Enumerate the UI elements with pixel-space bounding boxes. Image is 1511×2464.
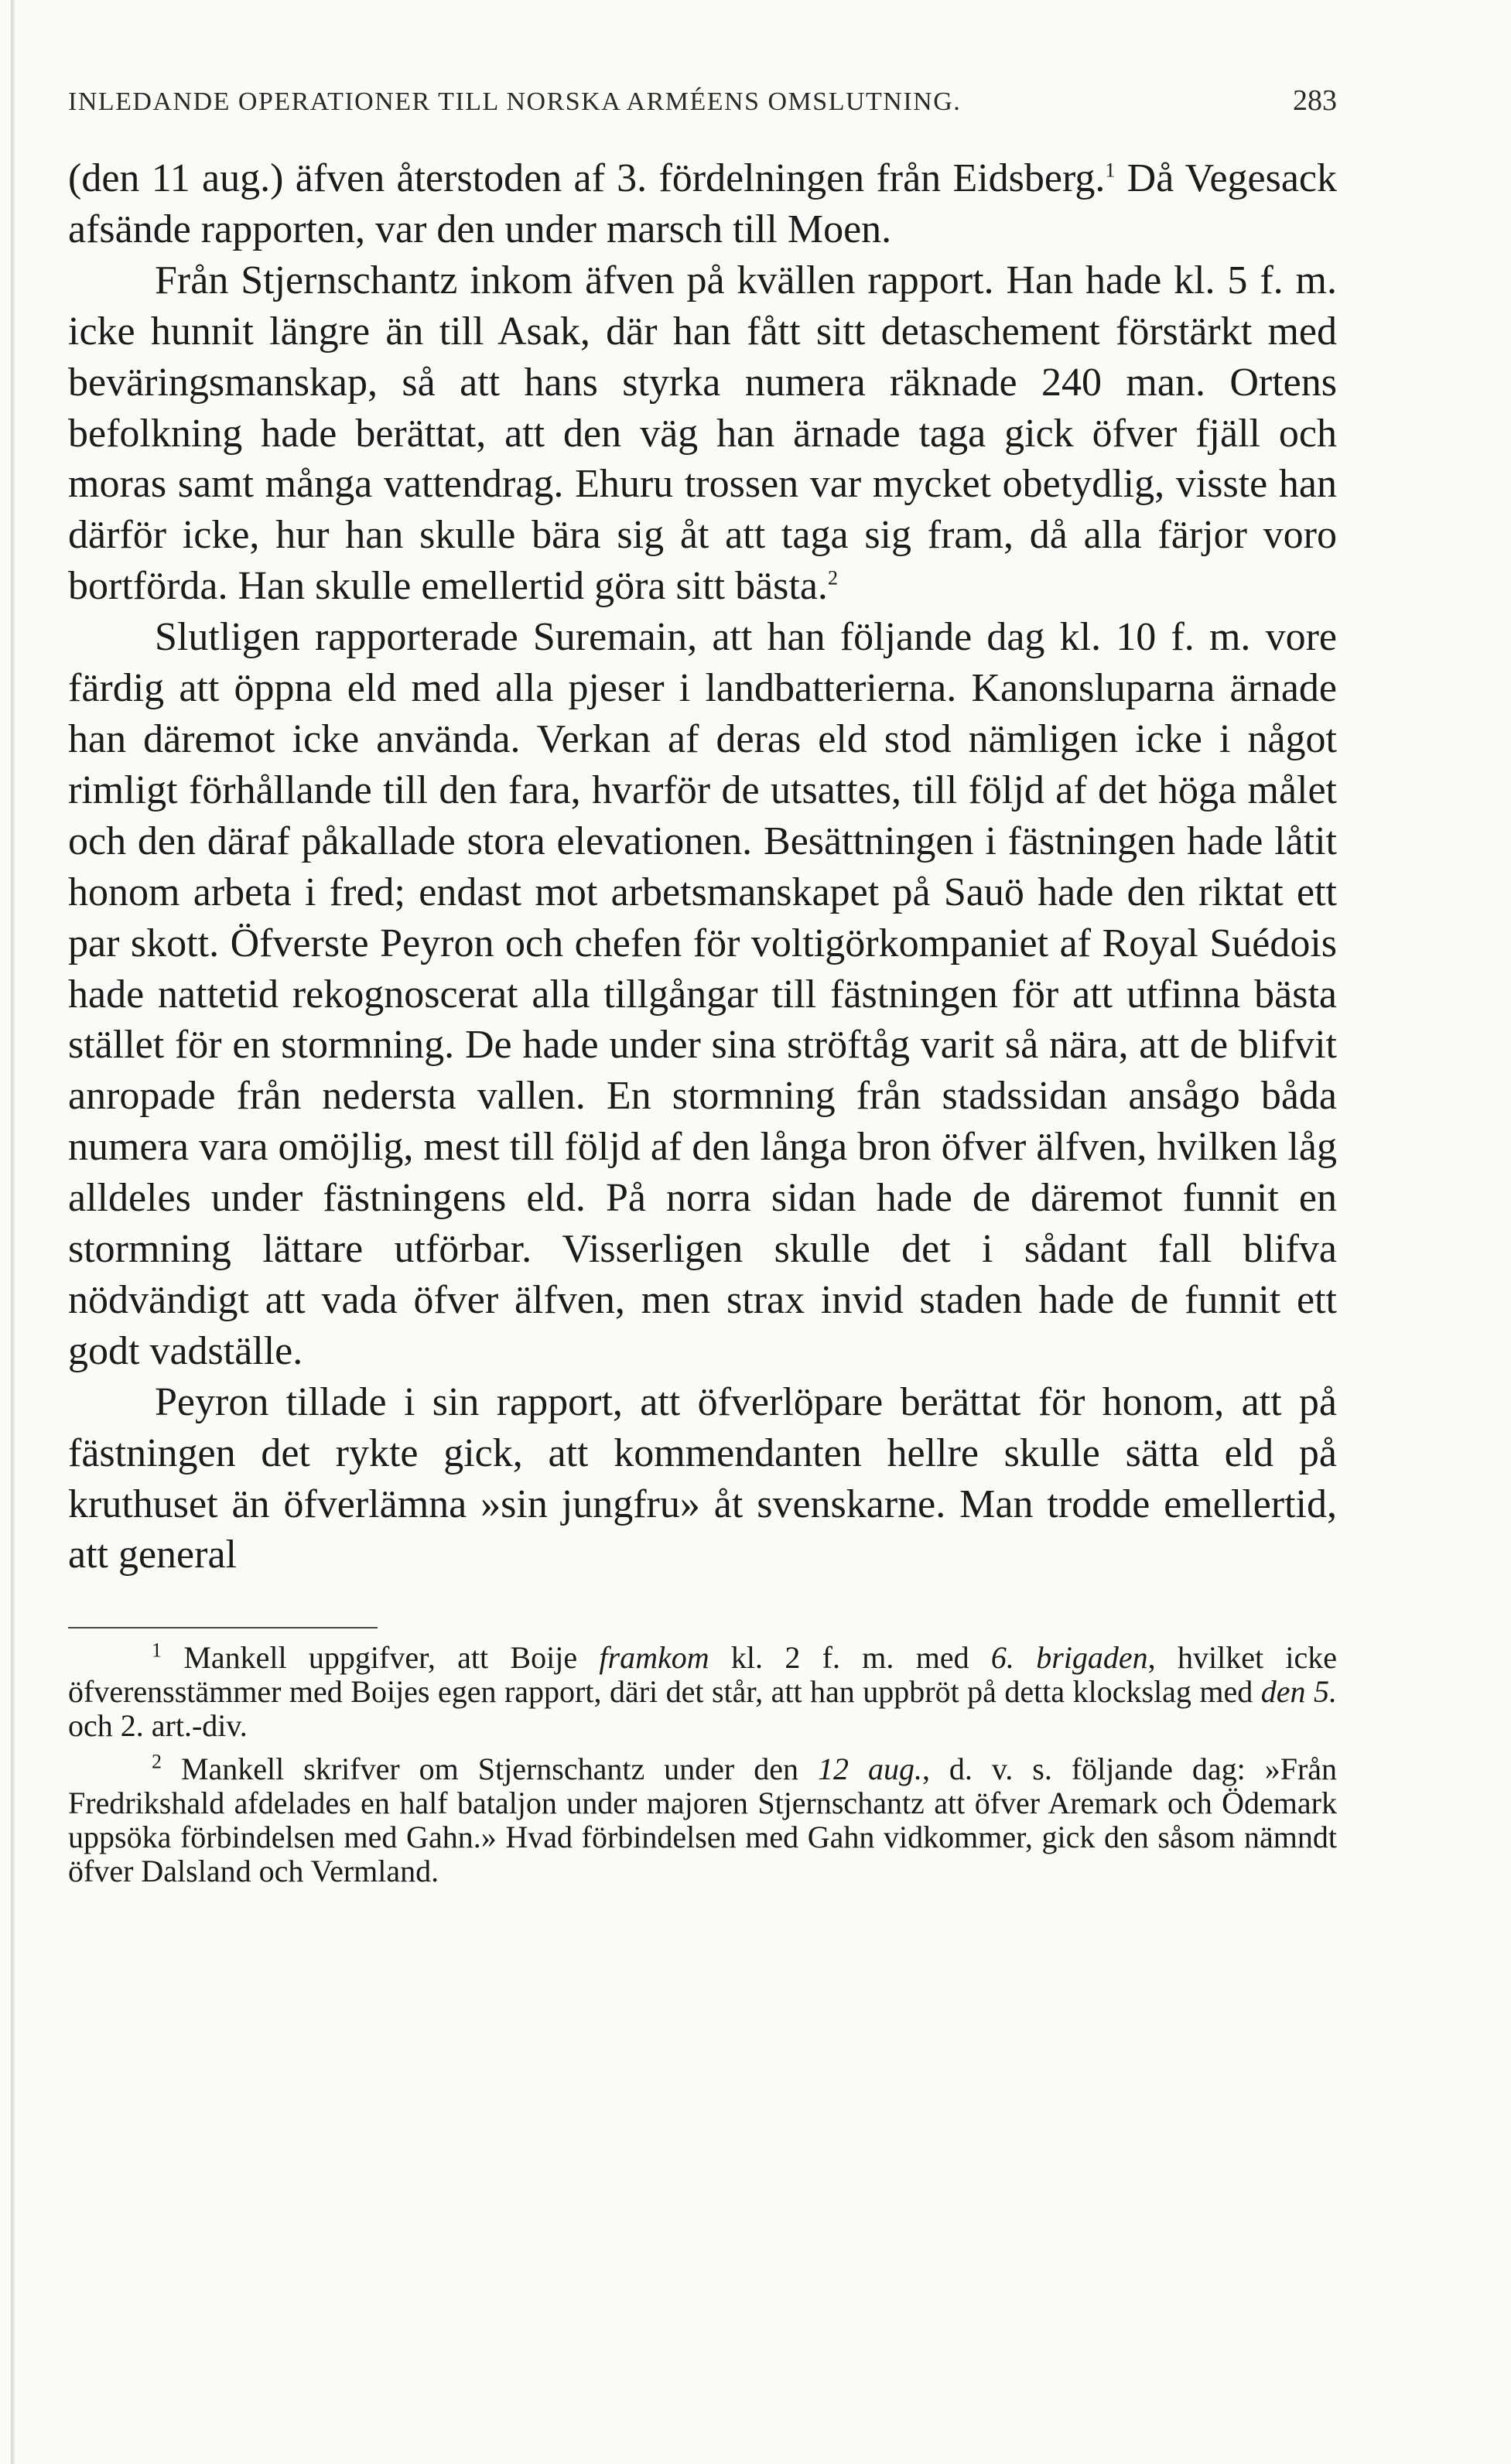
paragraph-4: Peyron tillade i sin rapport, att öfverlöpare berättat för honom, att på fästningen det rykte gick, att kommendanten hellre skulle sätta eld på kruthuset än öfverlämna »sin jungfru» åt svenskarne. Man trodde emellertid, att general xyxy=(68,1379,1337,1577)
paragraph-1 xyxy=(68,153,1337,255)
running-title: INLEDANDE OPERATIONER TILL NORSKA ARMÉENS OMSLUTNING. xyxy=(68,87,962,116)
footnote-2-mark: 2 xyxy=(152,1751,162,1774)
book-page xyxy=(68,84,1337,1898)
footnote-1 xyxy=(68,1641,1337,1743)
footnote-1-part-a: Mankell uppgifver, att Boije xyxy=(183,1640,600,1676)
paragraph-2 xyxy=(68,255,1337,612)
footnote-1-italic-2: 6. brigaden xyxy=(990,1640,1148,1676)
paragraph-2-text: Från Stjernschantz inkom äfven på kvällen rapport. Han hade kl. 5 f. m. icke hunnit längre än till Asak, där han fått sitt detaschement förstärkt med beväringsmanskap, så att hans styrka numera räknade 240 man. Ortens befolkning hade berättat, att den väg han ärnade taga gick öfver fjäll och moras samt många vattendrag. Ehuru trossen var mycket obetydlig, visste han därför icke, hur han skulle bära sig åt att taga sig fram, då alla färjor voro bortförda. Han skulle emellertid göra sitt bästa. xyxy=(68,258,1337,609)
running-head xyxy=(68,84,1337,153)
footnote-1-part-b: kl. 2 f. m. med xyxy=(709,1640,991,1676)
footnote-1-italic-1: framkom xyxy=(599,1640,709,1676)
footnote-2 xyxy=(68,1752,1337,1888)
footnote-1-part-d: och 2. art.-div. xyxy=(68,1708,248,1744)
footnote-1-part-c: , hvilket icke öfverensstämmer med Boijes egen rapport, däri det står, att han uppbröt på detta klockslag med xyxy=(68,1640,1337,1710)
paragraph-1-text: (den 11 aug.) äfven återstoden af 3. fördelningen från Eidsberg. xyxy=(68,156,1106,200)
footnote-1-mark: 1 xyxy=(152,1639,162,1663)
page-number: 283 xyxy=(1293,84,1337,117)
footnote-2-part-b: , d. v. s. följande dag: »Från Fredrikshald afdelades en half bataljon under majoren Stjernschantz att öfver Aremark och Ödemark uppsöka förbindelsen med Gahn.» Hvad förbindelsen med Gahn vidkommer, gick den såsom nämndt öfver Dalsland och Vermland. xyxy=(68,1751,1338,1889)
paragraph-1-rest: Då Vegesack afsände rapporten, var den under marsch till Moen. xyxy=(68,156,1337,251)
footnote-1-italic-3: den 5. xyxy=(1260,1674,1337,1710)
footnotes xyxy=(68,1641,1337,1888)
footnote-2-italic-1: 12 aug. xyxy=(817,1751,922,1787)
footnote-divider xyxy=(68,1627,378,1628)
footnote-ref-2: 2 xyxy=(827,566,838,590)
binding-edge xyxy=(11,0,15,2464)
body-text xyxy=(68,153,1337,1581)
footnote-2-part-a: Mankell skrifver om Stjernschantz under den xyxy=(180,1751,818,1787)
paragraph-3: Slutligen rapporterade Suremain, att han följande dag kl. 10 f. m. vore färdig att öppna eld med alla pjeser i landbatterierna. Kanonsluparna ärnade han däremot icke använda. Verkan af deras eld stod nämligen icke i något rimligt förhållande till den fara, hvarför de utsattes, till följd af det höga målet och den däraf påkallade stora elevationen. Besättningen i fästningen hade låtit honom arbeta i fred; endast mot arbetsmanskapet på Sauö hade den riktat ett par skott. Öfverste Peyron och chefen för voltigörkompaniet af Royal Suédois hade nattetid rekognoscerat alla tillgångar till fästningen för att utfinna bästa stället för en stormning. De hade under sina ströftåg varit så nära, att de blifvit anropade från nedersta vallen. En stormning från stadssidan ansågo båda numera vara omöjlig, mest till följd af den långa bron öfver älfven, hvilken låg alldeles under fästningens eld. På norra sidan hade de däremot funnit en stormning lättare utförbar. Visserligen skulle det i sådant fall blifva nödvändigt att vada öfver älfven, men strax invid staden hade de funnit ett godt vadställe. xyxy=(68,615,1337,1373)
footnote-ref-1: 1 xyxy=(1105,159,1116,182)
